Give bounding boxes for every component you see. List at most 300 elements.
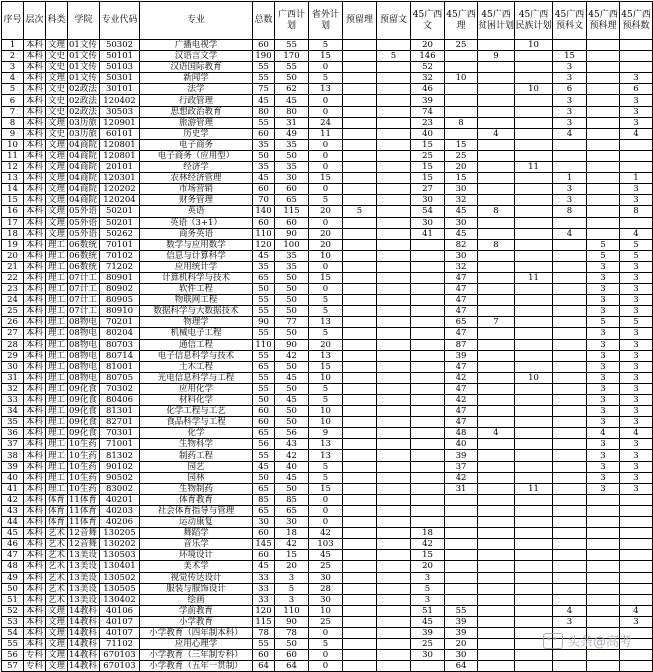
table-cell: 50 xyxy=(2,583,24,594)
table-cell: 55 xyxy=(253,383,275,394)
table-cell xyxy=(515,572,553,583)
table-cell: 40201 xyxy=(100,494,140,505)
table-cell xyxy=(343,162,377,173)
table-cell xyxy=(620,40,653,51)
table-cell xyxy=(478,217,515,228)
table-cell: 理工 xyxy=(46,250,68,261)
table-cell: 12音舞 xyxy=(68,528,100,539)
table-cell: 62 xyxy=(275,84,309,95)
table-cell: 园林 xyxy=(140,472,253,483)
table-cell: 理工 xyxy=(46,239,68,250)
table-cell: 小学教育（三年制专科） xyxy=(140,650,253,661)
table-cell: 110 xyxy=(253,339,275,350)
table-cell: 3 xyxy=(620,461,653,472)
table-cell: 70101 xyxy=(100,239,140,250)
table-cell: 理工 xyxy=(46,295,68,306)
table-cell: 文理 xyxy=(46,616,68,627)
table-cell: 3 xyxy=(553,616,587,627)
table-cell: 文理 xyxy=(46,139,68,150)
table-cell: 8 xyxy=(445,117,478,128)
table-cell: 08物电 xyxy=(68,328,100,339)
table-cell xyxy=(553,472,587,483)
table-cell xyxy=(587,572,620,583)
table-cell: 3 xyxy=(411,594,445,605)
table-cell: 45 xyxy=(275,95,309,106)
table-cell xyxy=(377,295,411,306)
table-cell: 50 xyxy=(253,395,275,406)
table-cell: 02政法 xyxy=(68,95,100,106)
table-cell: 47 xyxy=(445,406,478,417)
table-cell: 24 xyxy=(309,117,343,128)
table-cell xyxy=(620,162,653,173)
table-cell: 新闻学 xyxy=(140,73,253,84)
table-cell xyxy=(411,461,445,472)
table-cell: 70201 xyxy=(100,317,140,328)
table-cell: 本科 xyxy=(24,517,46,528)
table-cell: 0 xyxy=(309,62,343,73)
table-row xyxy=(2,483,653,494)
table-cell: 计算机科学与技术 xyxy=(140,272,253,283)
table-cell: 理工 xyxy=(46,350,68,361)
table-cell: 04商院 xyxy=(68,184,100,195)
table-cell: 51 xyxy=(411,605,445,616)
table-cell xyxy=(411,328,445,339)
table-cell: 115 xyxy=(253,616,275,627)
table-cell xyxy=(411,428,445,439)
table-row xyxy=(2,206,653,217)
table-cell: 0 xyxy=(309,150,343,161)
table-cell xyxy=(553,572,587,583)
table-cell: 30 xyxy=(411,195,445,206)
table-row xyxy=(2,106,653,117)
table-cell xyxy=(377,550,411,561)
table-cell: 艺术 xyxy=(46,594,68,605)
table-cell xyxy=(445,539,478,550)
column-header: 广西计划 xyxy=(275,2,309,40)
table-cell: 10 xyxy=(2,139,24,150)
table-cell xyxy=(343,117,377,128)
table-cell xyxy=(411,517,445,528)
table-cell xyxy=(587,661,620,672)
table-cell xyxy=(620,561,653,572)
table-cell: 45 xyxy=(2,528,24,539)
table-cell: 广播电视学 xyxy=(140,40,253,51)
table-cell xyxy=(445,62,478,73)
table-cell xyxy=(553,594,587,605)
table-cell xyxy=(343,661,377,672)
table-cell: 0 xyxy=(309,284,343,295)
column-header: 45广西预科文 xyxy=(553,2,587,40)
table-cell xyxy=(343,139,377,150)
table-cell xyxy=(411,494,445,505)
table-cell xyxy=(343,383,377,394)
table-cell: 3 xyxy=(587,472,620,483)
table-cell xyxy=(343,627,377,638)
table-cell: 52 xyxy=(411,62,445,73)
table-cell xyxy=(515,450,553,461)
table-cell: 理工 xyxy=(46,317,68,328)
table-cell xyxy=(553,295,587,306)
table-cell: 15 xyxy=(411,162,445,173)
table-cell: 电子商务（应用型） xyxy=(140,150,253,161)
table-cell: 本科 xyxy=(24,383,46,394)
table-cell: 30 xyxy=(445,184,478,195)
table-cell xyxy=(515,217,553,228)
table-cell: 110 xyxy=(253,228,275,239)
table-cell: 35 xyxy=(275,162,309,173)
table-cell: 10生药 xyxy=(68,439,100,450)
table-cell: 物联网工程 xyxy=(140,295,253,306)
table-cell xyxy=(343,372,377,383)
table-cell xyxy=(587,650,620,661)
table-cell: 文理 xyxy=(46,661,68,672)
table-cell: 体育 xyxy=(46,494,68,505)
table-cell: 50 xyxy=(275,406,309,417)
table-cell: 30 xyxy=(275,173,309,184)
table-cell xyxy=(553,661,587,672)
table-cell xyxy=(377,250,411,261)
table-cell: 13美设 xyxy=(68,550,100,561)
table-cell: 文理 xyxy=(46,73,68,84)
table-cell: 85 xyxy=(275,494,309,505)
table-cell: 30101 xyxy=(100,84,140,95)
table-cell: 56 xyxy=(275,428,309,439)
table-cell: 52 xyxy=(2,605,24,616)
table-cell: 本科 xyxy=(24,561,46,572)
table-cell: 机械电子工程 xyxy=(140,328,253,339)
table-cell: 文理 xyxy=(46,206,68,217)
table-cell: 31 xyxy=(275,117,309,128)
table-cell: 本科 xyxy=(24,339,46,350)
table-cell xyxy=(587,95,620,106)
table-cell: 45 xyxy=(275,395,309,406)
table-cell: 本科 xyxy=(24,395,46,406)
table-cell: 3 xyxy=(620,295,653,306)
table-cell xyxy=(343,306,377,317)
table-cell: 54 xyxy=(411,206,445,217)
table-cell: 文史 xyxy=(46,84,68,95)
table-cell: 78 xyxy=(275,627,309,638)
table-cell: 49 xyxy=(2,572,24,583)
table-cell xyxy=(478,184,515,195)
table-cell: 光电信息科学与工程 xyxy=(140,372,253,383)
table-cell: 60 xyxy=(253,184,275,195)
table-cell: 5 xyxy=(411,583,445,594)
table-row xyxy=(2,328,653,339)
table-cell: 本科 xyxy=(24,306,46,317)
table-cell: 本科 xyxy=(24,350,46,361)
table-row xyxy=(2,272,653,283)
table-cell: 45 xyxy=(253,561,275,572)
table-cell xyxy=(343,561,377,572)
table-cell: 5 xyxy=(587,317,620,328)
table-row xyxy=(2,84,653,95)
table-cell: 42 xyxy=(275,539,309,550)
table-row xyxy=(2,650,653,661)
table-cell: 5 xyxy=(2,84,24,95)
table-cell: 03历旅 xyxy=(68,128,100,139)
table-cell xyxy=(515,539,553,550)
table-cell xyxy=(445,128,478,139)
table-cell: 15 xyxy=(411,173,445,184)
table-cell: 本科 xyxy=(24,461,46,472)
table-row xyxy=(2,62,653,73)
table-cell xyxy=(377,650,411,661)
table-row xyxy=(2,450,653,461)
table-cell: 0 xyxy=(309,139,343,150)
table-cell xyxy=(587,40,620,51)
table-cell: 82701 xyxy=(100,417,140,428)
table-cell xyxy=(343,40,377,51)
table-cell: 20 xyxy=(445,162,478,173)
table-cell xyxy=(377,627,411,638)
table-cell: 01文传 xyxy=(68,62,100,73)
table-cell xyxy=(620,517,653,528)
table-cell: 55 xyxy=(253,350,275,361)
table-cell: 化学 xyxy=(140,428,253,439)
table-cell: 39 xyxy=(411,95,445,106)
table-cell xyxy=(377,206,411,217)
table-cell xyxy=(515,517,553,528)
table-cell: 5 xyxy=(309,40,343,51)
table-cell xyxy=(478,483,515,494)
table-cell xyxy=(377,95,411,106)
table-cell: 数据科学与大数据技术 xyxy=(140,306,253,317)
table-cell: 学前教育 xyxy=(140,605,253,616)
column-header: 预留文 xyxy=(377,2,411,40)
table-cell: 120204 xyxy=(100,195,140,206)
table-cell: 本科 xyxy=(24,250,46,261)
table-cell: 40206 xyxy=(100,517,140,528)
table-cell: 06数统 xyxy=(68,261,100,272)
table-cell: 应用统计学 xyxy=(140,261,253,272)
table-cell xyxy=(553,417,587,428)
table-cell: 39 xyxy=(445,627,478,638)
table-cell: 110 xyxy=(275,605,309,616)
table-cell: 50 xyxy=(275,383,309,394)
table-cell xyxy=(411,450,445,461)
table-cell: 130401 xyxy=(100,561,140,572)
table-row xyxy=(2,95,653,106)
table-row xyxy=(2,306,653,317)
table-cell: 3 xyxy=(587,295,620,306)
table-row xyxy=(2,295,653,306)
table-cell: 环境设计 xyxy=(140,550,253,561)
table-cell: 80 xyxy=(253,106,275,117)
table-cell xyxy=(343,417,377,428)
table-cell xyxy=(411,284,445,295)
table-cell xyxy=(377,150,411,161)
table-cell xyxy=(411,372,445,383)
table-cell: 3 xyxy=(620,616,653,627)
table-cell: 10 xyxy=(309,372,343,383)
watermark-logo-icon xyxy=(543,633,563,649)
table-cell xyxy=(478,505,515,516)
table-cell: 3 xyxy=(587,461,620,472)
watermark xyxy=(543,631,632,650)
table-cell xyxy=(343,539,377,550)
table-cell xyxy=(553,261,587,272)
table-cell xyxy=(553,350,587,361)
table-cell: 01文传 xyxy=(68,40,100,51)
table-cell: 理工 xyxy=(46,461,68,472)
table-cell xyxy=(343,528,377,539)
table-cell: 5 xyxy=(309,395,343,406)
table-cell: 60 xyxy=(253,217,275,228)
table-cell: 80406 xyxy=(100,395,140,406)
table-row xyxy=(2,461,653,472)
table-cell: 12 xyxy=(2,162,24,173)
table-row xyxy=(2,40,653,51)
table-cell: 65 xyxy=(445,317,478,328)
table-cell: 1 xyxy=(553,173,587,184)
column-header: 45广西贫困计划 xyxy=(478,2,515,40)
table-cell: 70 xyxy=(253,195,275,206)
table-cell xyxy=(377,306,411,317)
table-cell xyxy=(445,505,478,516)
table-cell: 3 xyxy=(275,572,309,583)
table-cell: 08物电 xyxy=(68,339,100,350)
table-cell xyxy=(515,361,553,372)
table-cell xyxy=(478,162,515,173)
table-cell: 3 xyxy=(587,328,620,339)
table-cell: 15 xyxy=(411,550,445,561)
table-cell xyxy=(478,261,515,272)
table-cell: 42 xyxy=(445,472,478,483)
table-cell: 法学 xyxy=(140,84,253,95)
table-cell: 77 xyxy=(275,317,309,328)
table-cell xyxy=(515,62,553,73)
table-cell: 本科 xyxy=(24,261,46,272)
table-cell xyxy=(587,550,620,561)
table-cell xyxy=(445,106,478,117)
table-cell: 本科 xyxy=(24,40,46,51)
table-cell: 本科 xyxy=(24,217,46,228)
table-cell xyxy=(478,450,515,461)
table-cell: 本科 xyxy=(24,295,46,306)
table-cell: 46 xyxy=(2,539,24,550)
table-cell: 19 xyxy=(2,239,24,250)
table-cell xyxy=(377,616,411,627)
table-cell xyxy=(553,461,587,472)
table-cell: 3 xyxy=(620,450,653,461)
table-cell: 27 xyxy=(411,184,445,195)
column-header: 专业代码 xyxy=(100,2,140,40)
table-cell: 20101 xyxy=(100,162,140,173)
table-cell: 48 xyxy=(2,561,24,572)
table-cell: 04商院 xyxy=(68,150,100,161)
table-cell: 旅游管理 xyxy=(140,117,253,128)
table-cell: 理工 xyxy=(46,361,68,372)
table-cell: 4 xyxy=(553,605,587,616)
table-cell xyxy=(478,539,515,550)
table-cell: 24 xyxy=(2,295,24,306)
table-cell: 化学工程与工艺 xyxy=(140,406,253,417)
table-cell xyxy=(445,572,478,583)
column-header: 45广西理 xyxy=(445,2,478,40)
table-cell: 本科 xyxy=(24,616,46,627)
table-cell xyxy=(343,239,377,250)
table-cell: 37 xyxy=(2,439,24,450)
table-cell xyxy=(515,106,553,117)
table-cell: 02政法 xyxy=(68,106,100,117)
table-cell xyxy=(377,272,411,283)
table-cell: 5 xyxy=(309,639,343,650)
table-cell xyxy=(478,439,515,450)
table-cell: 电子商务 xyxy=(140,139,253,150)
table-cell xyxy=(411,272,445,283)
table-cell xyxy=(515,261,553,272)
table-cell: 09化食 xyxy=(68,406,100,417)
table-cell xyxy=(515,616,553,627)
table-cell xyxy=(377,217,411,228)
table-cell: 09化食 xyxy=(68,417,100,428)
table-cell: 20 xyxy=(309,206,343,217)
table-cell xyxy=(377,317,411,328)
table-cell: 本科 xyxy=(24,583,46,594)
table-cell: 45 xyxy=(445,206,478,217)
table-cell xyxy=(377,239,411,250)
table-cell: 80204 xyxy=(100,328,140,339)
table-cell: 艺术 xyxy=(46,583,68,594)
table-cell xyxy=(377,639,411,650)
table-cell xyxy=(515,528,553,539)
table-row xyxy=(2,661,653,672)
table-cell xyxy=(343,272,377,283)
table-cell: 140 xyxy=(253,206,275,217)
table-cell xyxy=(478,583,515,594)
table-row xyxy=(2,472,653,483)
table-cell: 20 xyxy=(2,250,24,261)
table-cell xyxy=(377,162,411,173)
table-cell xyxy=(515,173,553,184)
table-cell xyxy=(445,528,478,539)
table-cell: 25 xyxy=(309,616,343,627)
table-cell xyxy=(445,594,478,605)
table-cell: 运动康复 xyxy=(140,517,253,528)
table-cell xyxy=(445,550,478,561)
table-cell: 本科 xyxy=(24,639,46,650)
table-cell: 体育 xyxy=(46,505,68,516)
table-cell: 1 xyxy=(620,173,653,184)
table-cell xyxy=(377,84,411,95)
table-cell xyxy=(620,650,653,661)
table-cell: 35 xyxy=(2,417,24,428)
table-cell xyxy=(343,550,377,561)
table-cell: 体育 xyxy=(46,517,68,528)
table-cell xyxy=(478,561,515,572)
table-cell: 28 xyxy=(2,339,24,350)
table-cell: 本科 xyxy=(24,417,46,428)
table-cell: 190 xyxy=(253,51,275,62)
table-cell: 14教科 xyxy=(68,661,100,672)
table-row xyxy=(2,317,653,328)
table-cell xyxy=(587,616,620,627)
table-cell: 5 xyxy=(620,317,653,328)
table-cell xyxy=(377,284,411,295)
table-cell: 20 xyxy=(309,228,343,239)
table-cell: 35 xyxy=(253,261,275,272)
table-cell xyxy=(553,217,587,228)
table-cell: 70102 xyxy=(100,250,140,261)
table-cell: 42 xyxy=(411,539,445,550)
table-cell: 商务英语 xyxy=(140,228,253,239)
table-cell xyxy=(478,73,515,84)
table-cell: 4 xyxy=(478,128,515,139)
table-cell: 应用心理学 xyxy=(140,639,253,650)
enrollment-plan-table xyxy=(1,1,653,672)
table-cell xyxy=(515,73,553,84)
